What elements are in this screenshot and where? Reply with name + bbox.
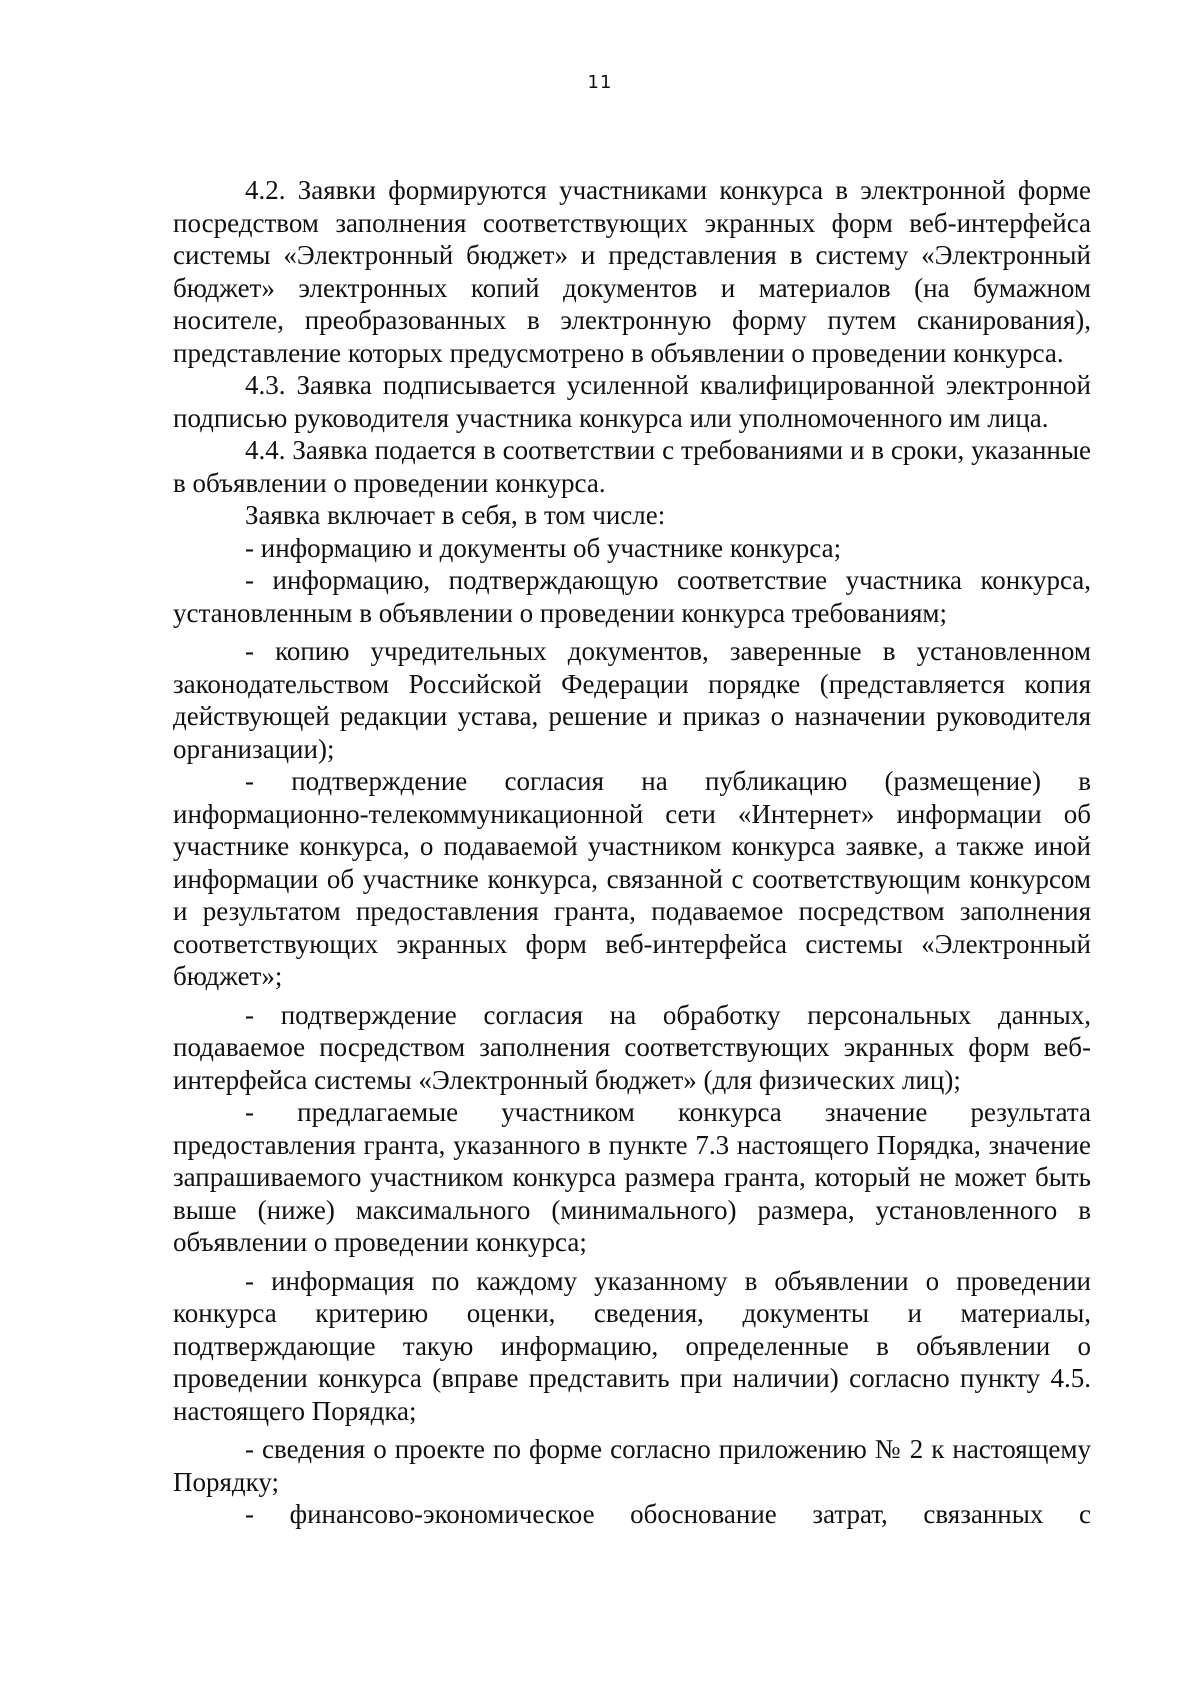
list-item-founding-documents: - копию учредительных документов, заверенные в установленном законодательством Российской Федерации порядке (представляется копия действующей редакции устава, решение и приказ о назначении руководителя организации);	[173, 636, 1091, 764]
paragraph-4-2: 4.2. Заявки формируются участниками конкурса в электронной форме посредством заполнения соответствующих экранных форм веб-интерфейса системы «Электронный бюджет» и представления в систему «Электронный бюджет» электронных копий документов и материалов (на бумажном носителе, преобразованных в электронную форму путем сканирования), представление которых предусмотрено в объявлении о проведении конкурса.	[173, 175, 1091, 368]
paragraph-4-3: 4.3. Заявка подписывается усиленной квалифицированной электронной подписью руководителя участника конкурса или уполномоченного им лица.	[173, 370, 1091, 433]
document-body	[173, 174, 1091, 1531]
paragraph-application-includes: Заявка включает в себя, в том числе:	[245, 500, 666, 530]
list-item-proposed-result: - предлагаемые участником конкурса значение результата предоставления гранта, указанного в пункте 7.3 настоящего Порядка, значение запрашиваемого участником конкурса размера гранта, который не может быть выше (ниже) максимального (минимального) размера, установленного в объявлении о проведении конкурса;	[173, 1097, 1091, 1257]
page-number: 11	[587, 72, 613, 93]
list-item-participant-info: - информацию и документы об участнике конкурса;	[245, 532, 842, 563]
paragraph-4-4: 4.4. Заявка подается в соответствии с требованиями и в сроки, указанные в объявлении о проведении конкурса.	[173, 435, 1091, 498]
list-item-compliance-info: - информацию, подтверждающую соответствие участника конкурса, установленным в объявлении о проведении конкурса требованиям;	[173, 565, 1091, 628]
list-item-personal-data-consent: - подтверждение согласия на обработку персональных данных, подаваемое посредством заполнения соответствующих экранных форм веб-интерфейса системы «Электронный бюджет» (для физических лиц);	[173, 999, 1091, 1095]
list-item-criteria-info: - информация по каждому указанному в объявлении о проведении конкурса критерию оценки, сведения, документы и материалы, подтверждающие такую информацию, определенные в объявлении о проведении конкурса (вправе представить при наличии) согласно пункту 4.5. настоящего Порядка;	[173, 1265, 1091, 1426]
list-item-financial-justification: - финансово-экономическое обоснование затрат, связанных с	[245, 1499, 1091, 1529]
list-item-publication-consent: - подтверждение согласия на публикацию (размещение) в информационно-телекоммуникационной сети «Интернет» информации об участнике конкурса, о подаваемой участником конкурса заявке, а также иной информации об участнике конкурса, связанной с соответствующим конкурсом и результатом предоставления гранта, подаваемое посредством заполнения соответствующих экранных форм веб-интерфейса системы «Электронный бюджет»;	[173, 766, 1091, 991]
list-item-project-info: - сведения о проекте по форме согласно приложению № 2 к настоящему Порядку;	[173, 1434, 1091, 1497]
